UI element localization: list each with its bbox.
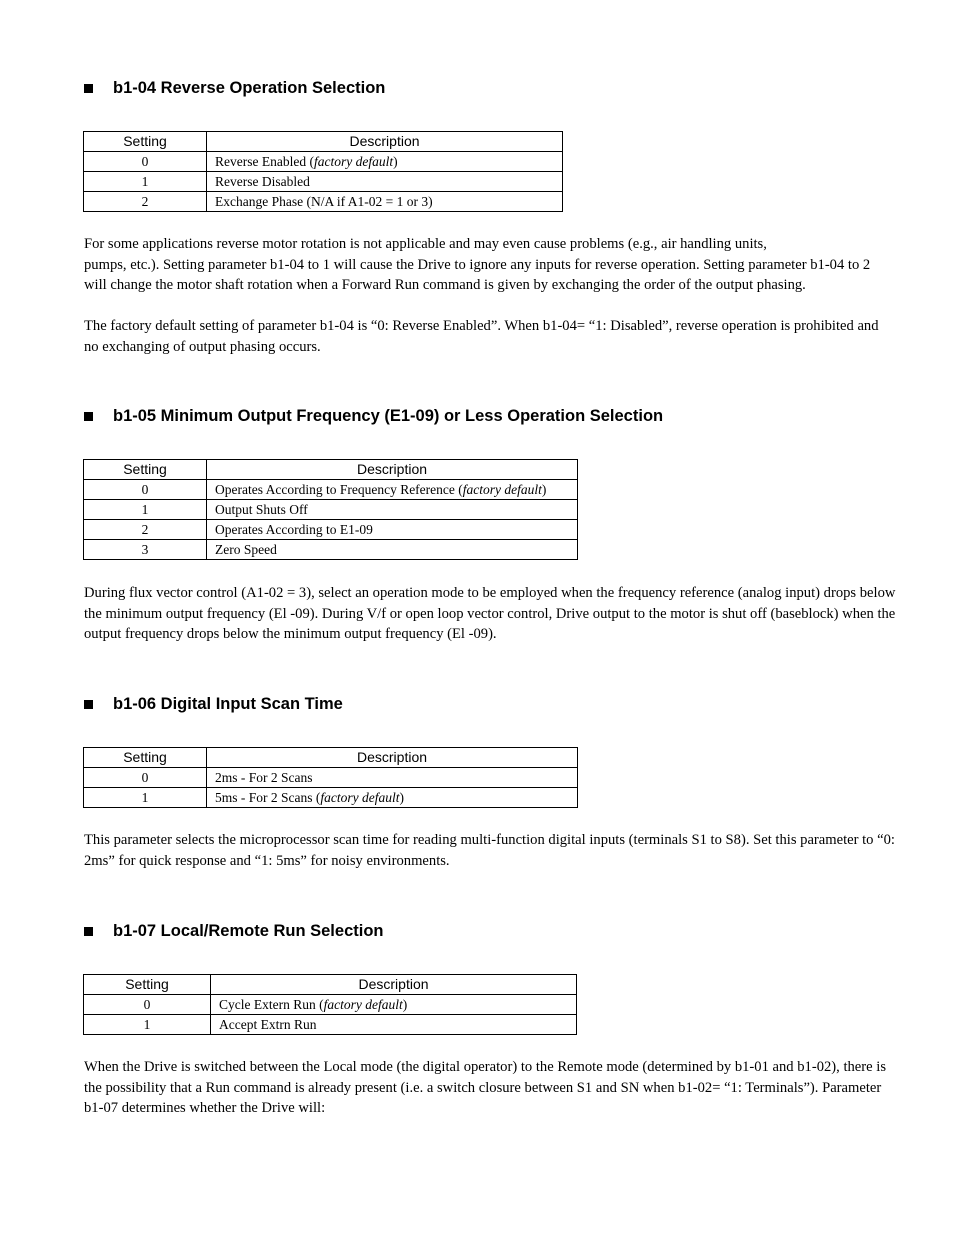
col-description-header: Description [207,460,578,480]
col-description-header: Description [207,748,578,768]
square-bullet-icon [84,927,93,936]
table-header-row [84,748,578,768]
table-row [84,152,563,172]
paragraph: During flux vector control (A1-02 = 3), select an operation mode to be employed when the frequency reference (analog input) drops below the minimum output frequency (El -09). During V/f or open loop vector control, Drive output to the motor is shut off (baseblock) when the output frequency drops below the minimum output frequency (El -09). [84,585,896,642]
setting-description: Exchange Phase (N/A if A1-02 = 1 or 3) [207,192,563,212]
table-row [84,768,578,788]
setting-value: 1 [84,1015,211,1035]
table-header-row [84,975,577,995]
table-row [84,500,578,520]
col-setting-header: Setting [84,132,207,152]
table-b1-07 [83,974,577,1035]
table-row [84,1015,577,1035]
setting-description: Reverse Disabled [207,172,563,192]
heading-text: b1-07 Local/Remote Run Selection [113,922,384,940]
table-row [84,520,578,540]
table-header-row [84,132,563,152]
col-setting-header: Setting [84,748,207,768]
square-bullet-icon [84,700,93,709]
setting-description: 5ms - For 2 Scans (factory default) [207,788,578,808]
setting-value: 0 [84,768,207,788]
heading-text: b1-05 Minimum Output Frequency (E1-09) or Less Operation Selection [113,407,664,425]
table-row [84,192,563,212]
setting-description: Operates According to Frequency Reference (factory default) [207,480,578,500]
col-setting-header: Setting [84,460,207,480]
setting-value: 1 [84,172,207,192]
square-bullet-icon [84,412,93,421]
paragraph: The factory default setting of parameter b1-04 is “0: Reverse Enabled”. When b1-04= “1: Disabled”, reverse operation is prohibited and no exchanging of output phasing occurs. [84,318,879,355]
setting-description: 2ms - For 2 Scans [207,768,578,788]
paragraph: For some applications reverse motor rotation is not applicable and may even cause problems (e.g., air handling units, pumps, etc.). Setting parameter b1-04 to 1 will cause the Drive to ignore any inputs for reverse operation. Setting parameter b1-04 to 2 will change the motor shaft rotation when a Forward Run command is given by exchanging the order of the output phasing. [84,236,871,293]
setting-description: Output Shuts Off [207,500,578,520]
table-header-row [84,460,578,480]
setting-value: 1 [84,788,207,808]
setting-value: 0 [84,152,207,172]
table-row [84,172,563,192]
section-heading-b1-05 [84,407,663,426]
table-b1-04 [83,131,563,212]
section-heading-b1-06 [84,695,343,714]
table-row [84,540,578,560]
square-bullet-icon [84,84,93,93]
table-b1-05 [83,459,578,560]
table-b1-06 [83,747,578,808]
setting-description: Reverse Enabled (factory default) [207,152,563,172]
setting-description: Cycle Extern Run (factory default) [211,995,577,1015]
table-row [84,480,578,500]
col-setting-header: Setting [84,975,211,995]
heading-text: b1-04 Reverse Operation Selection [113,79,386,97]
setting-value: 2 [84,520,207,540]
heading-text: b1-06 Digital Input Scan Time [113,695,343,713]
setting-description: Operates According to E1-09 [207,520,578,540]
setting-value: 1 [84,500,207,520]
col-description-header: Description [211,975,577,995]
setting-description: Accept Extrn Run [211,1015,577,1035]
setting-value: 0 [84,480,207,500]
table-row [84,995,577,1015]
setting-value: 0 [84,995,211,1015]
paragraph: This parameter selects the microprocessor scan time for reading multi-function digital inputs (terminals S1 to S8). Set this parameter to “0: 2ms” for quick response and “1: 5ms” for noisy environments. [84,832,895,869]
paragraph: When the Drive is switched between the Local mode (the digital operator) to the Remote mode (determined by b1-01 and b1-02), there is the possibility that a Run command is already present (i.e. a switch closure between S1 and SN when b1-02= “1: Terminals”). Parameter b1-07 determines whether the Drive will: [84,1059,886,1116]
setting-value: 2 [84,192,207,212]
section-heading-b1-04 [84,79,385,98]
setting-description: Zero Speed [207,540,578,560]
table-row [84,788,578,808]
setting-value: 3 [84,540,207,560]
col-description-header: Description [207,132,563,152]
section-heading-b1-07 [84,922,383,941]
